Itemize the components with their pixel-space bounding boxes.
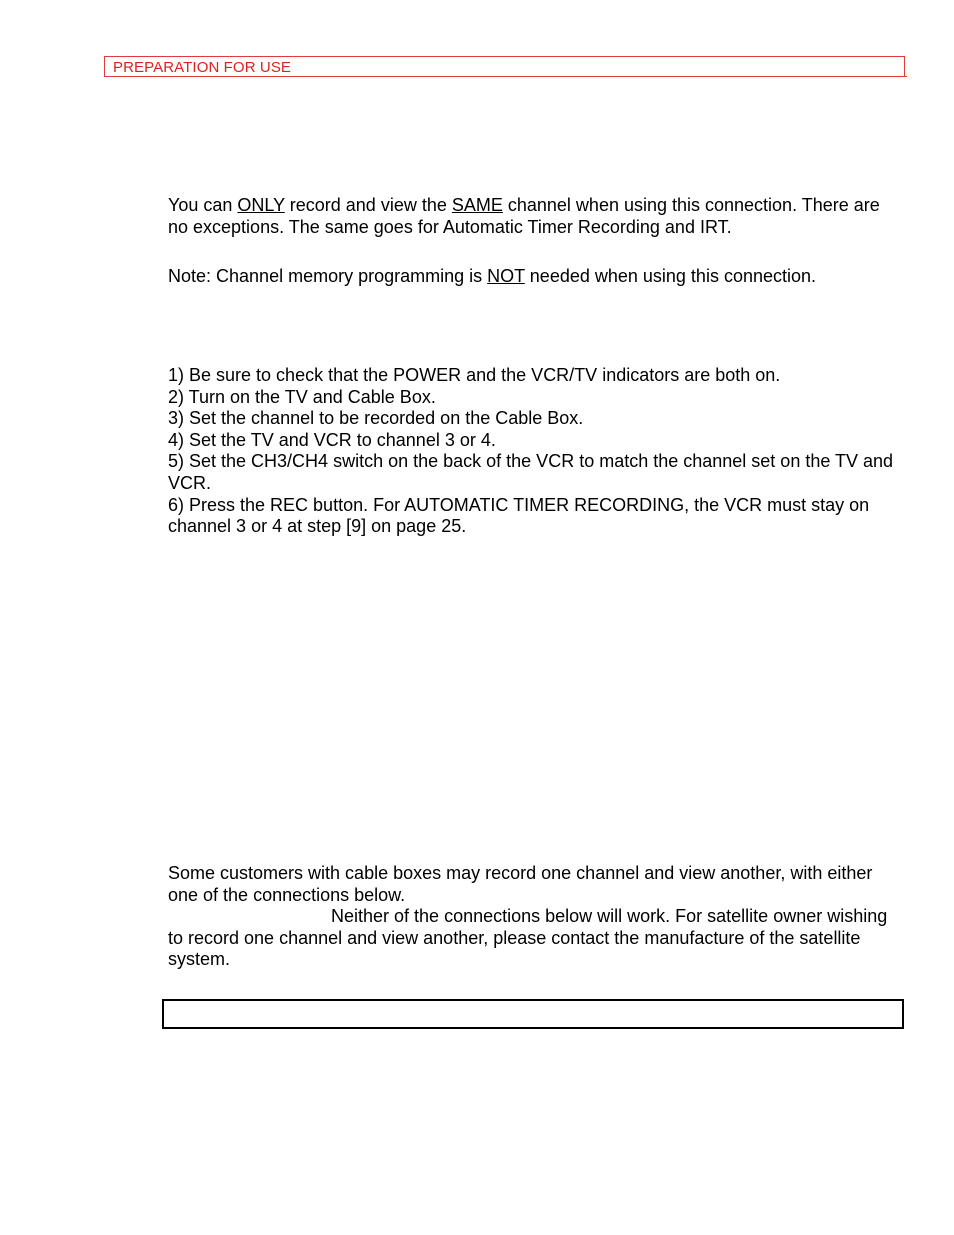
same-emphasis: SAME [451, 195, 503, 215]
header-rule [104, 76, 907, 77]
empty-caption-box [162, 999, 904, 1029]
recording-steps-list [168, 365, 898, 538]
only-emphasis: ONLY [237, 195, 285, 215]
step-item: 2) Turn on the TV and Cable Box. [168, 386, 436, 407]
step-item: 5) Set the CH3/CH4 switch on the back of the VCR to match the channel set on the TV and VCR. [168, 451, 894, 493]
step-item: 6) Press the REC button. For AUTOMATIC TIMER RECORDING, the VCR must stay on channel 3 or 4 at step [9] on page 25. [168, 494, 870, 537]
note-text-1: Note: Channel memory programming is [168, 266, 488, 286]
step-item: 1) Be sure to check that the POWER and the VCR/TV indicators are both on. [168, 365, 781, 385]
note-text-2: needed when using this connection. [524, 266, 817, 286]
p1-text-1: You can [168, 195, 238, 215]
channel-memory-note [168, 266, 898, 288]
not-emphasis: NOT [487, 266, 525, 286]
same-channel-paragraph [168, 195, 898, 238]
customers-text-1: Some customers with cable boxes may record one channel and view another, with either one of the connections below. [168, 863, 873, 905]
step-item: 3) Set the channel to be recorded on the Cable Box. [168, 408, 584, 429]
cable-customers-paragraph [168, 863, 898, 971]
section-header [104, 56, 905, 77]
p1-text-3: channel when using this connection. There are no exceptions. The same goes for Automatic Timer Recording and IRT. [168, 195, 880, 237]
p1-text-2: record and view the [284, 195, 452, 215]
section-title: PREPARATION FOR USE [113, 59, 292, 76]
step-item: 4) Set the TV and VCR to channel 3 or 4. [168, 429, 496, 450]
customers-text-2: Neither of the connections below will work. For satellite owner wishing to record one channel and view another, please contact the manufacture of the satellite system. [168, 906, 888, 970]
